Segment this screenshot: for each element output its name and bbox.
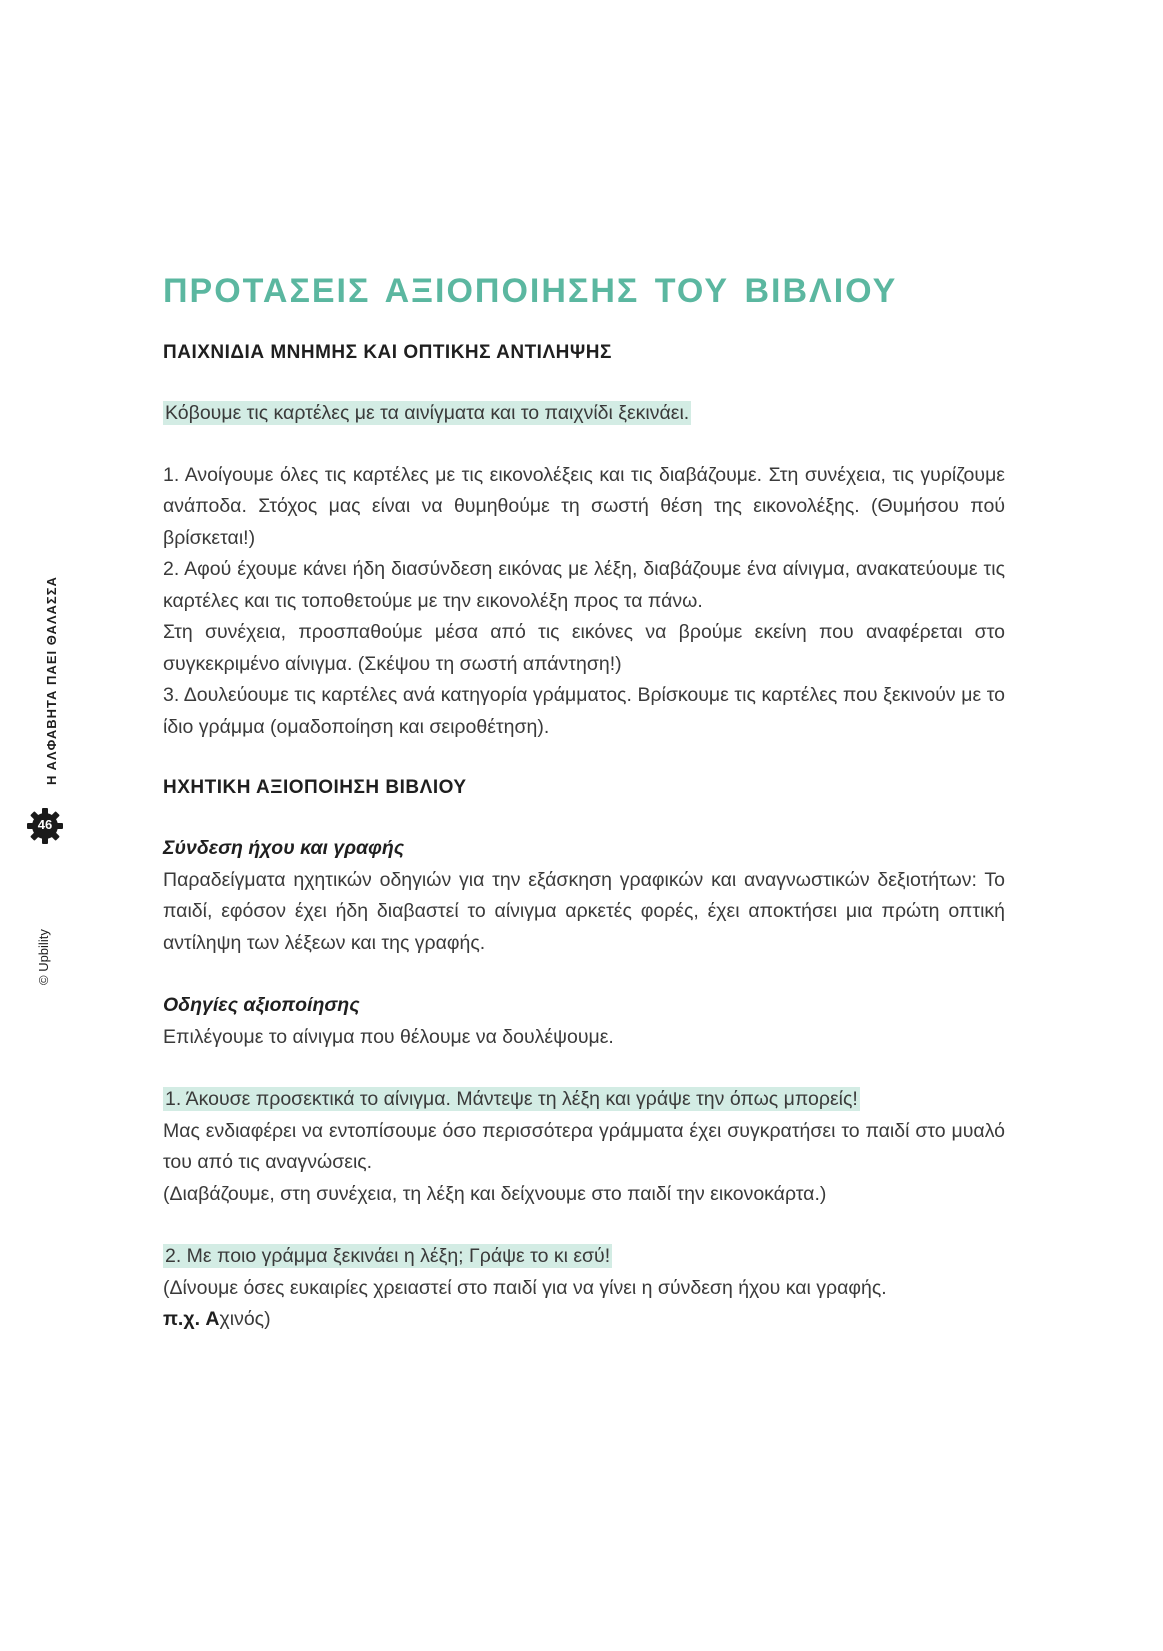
step-2-line (163, 1241, 1005, 1273)
example-line (163, 1304, 1005, 1336)
instructions-paragraph: Επιλέγουμε το αίνιγμα που θέλουμε να δουλέψουμε. (163, 1025, 614, 1048)
book-title-vertical: Η ΑΛΦΑΒΗΤΑ ΠΑΕΙ ΘΑΛΑΣΣΑ (44, 576, 59, 785)
subheading-sound-writing: Σύνδεση ήχου και γραφής (163, 837, 405, 859)
highlighted-step-2: 2. Με ποιο γράμμα ξεκινάει η λέξη; Γράψε το κι εσύ! (165, 1245, 611, 1267)
example-rest: χινός) (219, 1308, 271, 1330)
page-title: ΠΡΟΤΑΣΕΙΣ ΑΞΙΟΠΟΙΗΣΗΣ ΤΟΥ ΒΙΒΛΙΟΥ (163, 272, 898, 310)
copyright-vertical: © Upbility (36, 929, 51, 985)
memory-item-1: 1. Ανοίγουμε όλες τις καρτέλες με τις εικονολέξεις και τις διαβάζουμε. Στη συνέχεια, τις γυρίζουμε ανάποδα. Στόχος μας είναι να θυμηθούμε τη σωστή θέση της εικονολέξης. (Θυμήσου πού βρίσκεται!) (163, 463, 1005, 549)
intro-paragraph (163, 398, 1005, 430)
subheading-instructions: Οδηγίες αξιοποίησης (163, 994, 360, 1016)
main-content (163, 268, 1005, 1336)
step-2-paragraph: (Δίνουμε όσες ευκαιρίες χρειαστεί στο παιδί για να γίνει η σύνδεση ήχου και γραφής. (163, 1276, 887, 1299)
memory-item-2b: Στη συνέχεια, προσπαθούμε μέσα από τις εικόνες να βρούμε εκείνη που αναφέρεται στο συγκεκριμένο αίνιγμα. (Σκέψου τη σωστή απάντηση!) (163, 621, 1005, 675)
section-heading-memory: ΠΑΙΧΝΙΔΙΑ ΜΝΗΜΗΣ ΚΑΙ ΟΠΤΙΚΗΣ ΑΝΤΙΛΗΨΗΣ (163, 342, 612, 363)
sound-writing-paragraph: Παραδείγματα ηχητικών οδηγιών για την εξάσκηση γραφικών και αναγνωστικών δεξιοτήτων: Το παιδί, εφόσον έχει ήδη διαβαστεί το αίνιγμα αρκετές φορές, έχει αποκτήσει μια πρώτη οπτική αντίληψη των λέξεων και της γραφής. (163, 868, 1005, 954)
step-1-paragraph: Μας ενδιαφέρει να εντοπίσουμε όσο περισσότερα γράμματα έχει συγκρατήσει το παιδί στο μυαλό του από τις αναγνώσεις. (163, 1119, 1005, 1173)
step-1-line (163, 1084, 1005, 1116)
memory-item-3: 3. Δουλεύουμε τις καρτέλες ανά κατηγορία γράμματος. Βρίσκουμε τις καρτέλες που ξεκινούν με το ίδιο γράμμα (ομαδοποίηση και σειροθέτηση). (163, 684, 1005, 738)
memory-item-2: 2. Αφού έχουμε κάνει ήδη διασύνδεση εικόνας με λέξη, διαβάζουμε ένα αίνιγμα, ανακατεύουμε τις καρτέλες και τις τοποθετούμε με την εικονολέξη προς τα πάνω. (163, 558, 1005, 612)
step-1-note: (Διαβάζουμε, στη συνέχεια, τη λέξη και δείχνουμε στο παιδί την εικονοκάρτα.) (163, 1182, 827, 1205)
example-prefix: π.χ. (163, 1308, 200, 1330)
section-heading-audio: ΗΧΗΤΙΚΗ ΑΞΙΟΠΟΙΗΣΗ ΒΙΒΛΙΟΥ (163, 777, 467, 798)
highlighted-intro: Κόβουμε τις καρτέλες με τα αινίγματα και το παιχνίδι ξεκινάει. (165, 402, 690, 424)
gear-page-badge (26, 807, 64, 845)
example-bold-letter: Α (205, 1308, 220, 1330)
page-number: 46 (37, 817, 53, 832)
highlighted-step-1: 1. Άκουσε προσεκτικά το αίνιγμα. Μάντεψε τη λέξη και γράψε την όπως μπορείς! (165, 1088, 858, 1110)
